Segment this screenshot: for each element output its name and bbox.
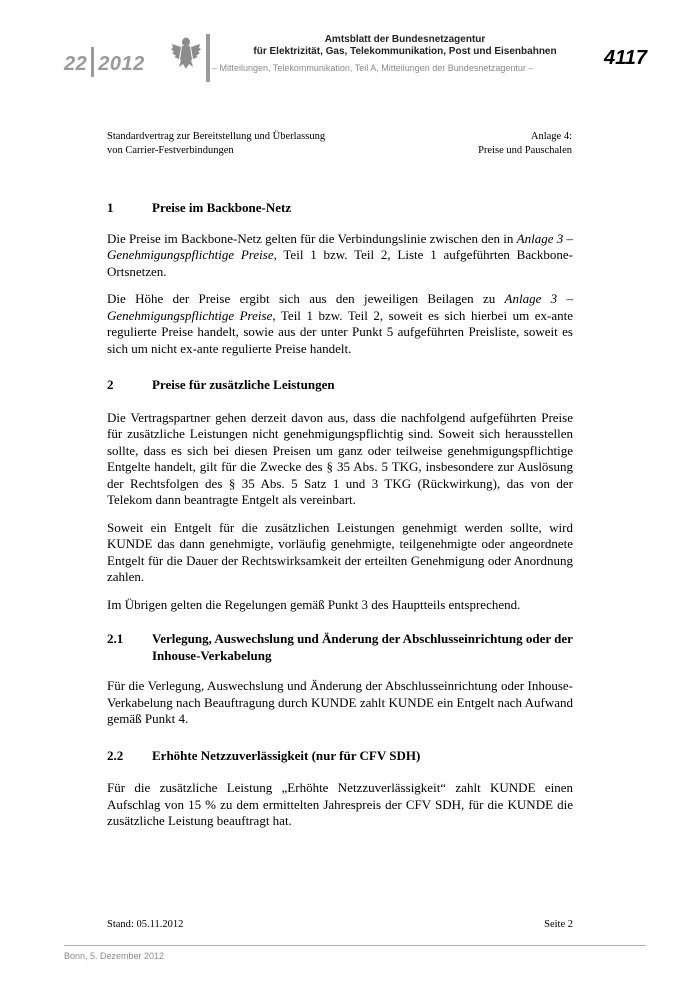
- paragraph: [107, 231, 573, 281]
- section-number: 2.1: [107, 631, 124, 646]
- annex-number: Anlage 4:: [530, 131, 572, 142]
- text-run: , Teil 1 bzw. Teil 2, soweit es sich hierbei um ex-ante regulierte Preise handelt, sowie aus der unter Punkt 5 aufgeführten Preisliste, soweit es sich um nicht ex-ante regulierte Preise handelt.: [107, 307, 573, 356]
- version-date: Stand: 05.11.2012: [107, 919, 184, 930]
- section-number: 2: [107, 377, 114, 392]
- header-divider: [206, 34, 210, 82]
- italic-reference: Anlage 3 – Genehmigungspflichtige Preise: [107, 230, 573, 262]
- section-heading-2-2: [107, 748, 573, 765]
- issue-label: [64, 47, 145, 77]
- paragraph: Die Vertragspartner gehen derzeit davon aus, dass die nachfolgend aufgeführten Preise für zusätzliche Leistungen nicht genehmigungspflichtig sind. Soweit sich herausstellen sollte, dass es sich bei diesen Preisen um ganz oder teilweise genehmigungspflichtige Entgelte handelt, gilt für die Zwecke des § 35 Abs. 5 TKG, insbesondere zur Auslösung der Rechtsfolgen des § 35 Abs. 5 Satz 1 und 3 TKG (Rückwirkung), das von der Telekom dann beantragte Entgelt als vereinbart.: [107, 409, 573, 507]
- contract-title-line1: Standardvertrag zur Bereitstellung und Überlassung: [107, 131, 326, 142]
- gazette-title: Amtsblatt der Bundesnetzagentur: [324, 34, 486, 45]
- section-heading-2: [107, 377, 573, 394]
- text-run: Die Preise im Backbone-Netz gelten für die Verbindungslinie zwischen den in: [107, 230, 517, 246]
- paragraph: Für die zusätzliche Leistung „Erhöhte Netzzuverlässigkeit“ zahlt KUNDE einen Aufschlag von 15 % zu dem ermittelten Jahrespreis der CFV SDH, für die KUNDE die zusätzliche Leistung beauftragt hat.: [107, 780, 573, 828]
- text-run: Die Höhe der Preise ergibt sich aus den jeweiligen Beilagen zu: [107, 291, 505, 306]
- paragraph: Soweit ein Entgelt für die zusätzlichen Leistungen genehmigt werden sollte, wird KUNDE das dann genehmigte, vorläufig genehmigte, teilgenehmigte oder angeordnete Entgelt für die Dauer der Rechtswirksamkeit der erteilten Genehmigung oder Anordnung zahlen.: [107, 519, 573, 584]
- paragraph: [107, 291, 573, 357]
- section-title: Verlegung, Auswechslung und Änderung der Abschlusseinrichtung oder der Inhouse-Verkabelung: [152, 631, 573, 663]
- section-heading-1: [107, 200, 573, 217]
- document-reference: [107, 130, 572, 157]
- issue-number: 22: [64, 53, 88, 75]
- section-heading-2-1: [107, 631, 573, 664]
- gazette-section: – Mitteilungen, Telekommunikation, Teil A, Mitteilungen der Bundesnetzagentur –: [212, 63, 534, 73]
- section-title: Preise für zusätzliche Leistungen: [152, 377, 335, 392]
- publication-date: Bonn, 5. Dezember 2012: [64, 951, 165, 961]
- page-number: 4117: [603, 47, 647, 69]
- issue-year: 2012: [98, 53, 145, 75]
- contract-title: [107, 130, 325, 157]
- gazette-subtitle: für Elektrizität, Gas, Telekommunikation, Post und Eisenbahnen: [253, 46, 557, 57]
- annex-title: [478, 130, 572, 157]
- italic-reference: Anlage 3 – Genehmigungspflichtige Preise: [107, 291, 574, 323]
- annex-name: Preise und Pauschalen: [478, 144, 572, 156]
- section-title: Erhöhte Netzzuverlässigkeit (nur für CFV SDH): [152, 747, 421, 763]
- issue-separator: [91, 47, 94, 77]
- contract-title-line2: von Carrier-Festverbindungen: [107, 144, 234, 156]
- federal-eagle-icon: [170, 34, 202, 72]
- page-footer: [107, 919, 573, 930]
- section-number: 2.2: [107, 747, 124, 763]
- section-title: Preise im Backbone-Netz: [152, 200, 292, 215]
- paragraph: Im Übrigen gelten die Regelungen gemäß Punkt 3 des Hauptteils entsprechend.: [107, 596, 521, 612]
- document-body: [107, 200, 573, 841]
- section-number: 1: [107, 200, 114, 215]
- paragraph: Für die Verlegung, Auswechslung und Änderung der Abschlusseinrichtung oder Inhouse-Verkabelung nach Beauftragung durch KUNDE zahlt KUNDE ein Entgelt nach Aufwand gemäß Punkt 4.: [107, 678, 573, 726]
- page-indicator: Seite 2: [544, 919, 573, 930]
- text-run: , Teil 1 bzw. Teil 2, Liste 1 aufgeführten Backbone-Ortsnetzen.: [107, 247, 573, 279]
- footer-rule: [64, 945, 646, 946]
